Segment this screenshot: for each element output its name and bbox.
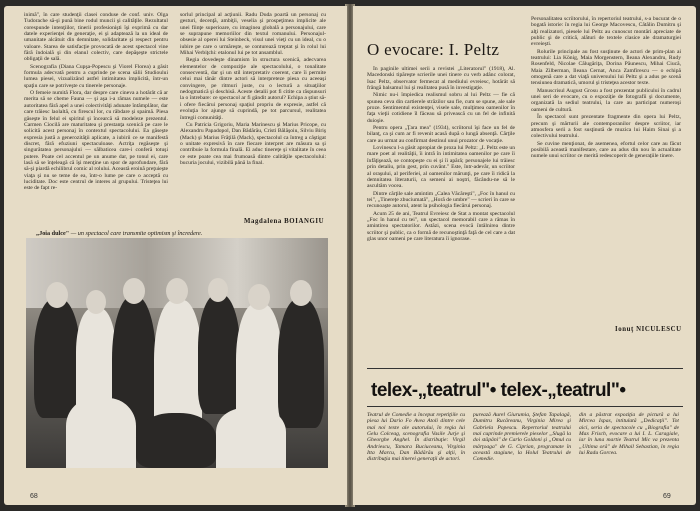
photo-figure [278, 298, 324, 428]
telex-column-1: Teatrul de Comedie a început repetiţiile cu piesa lui Dario Fo Avea Atoli dintre cele mai noi texte ale autorului, în regia lui Gelu Colceag, scenografia Vasile Jurje şi Gheorghe Anghel. În distribuţie: Virgil Andriescu, Tamara Buciuceanu, Virginia Itta Marcu, Dan Bădărău şi alţii, în distribuţia mai tinerei generaţii de actori. [367, 412, 465, 463]
right-column-2 [531, 16, 681, 316]
photo-figure [136, 413, 216, 468]
telex-column-3: din a păstrat expoziţia de pictură a lui Mircea Ispas, intitulată „Dedicaţii". Tot aici, seria de spectacole cu „Biografia" de Max Frisch, evocare a lui I. L. Caragiale, iar în luna martie Teatrul Mic va prezenta „Ultima oră" de Mihail Sebastian, în regia lui Radu Gorcea. [579, 412, 679, 457]
article-title: O evocare: I. Peltz [367, 40, 500, 59]
page-number: 69 [663, 493, 671, 500]
article-author: Ionuţ NICULESCU [615, 326, 682, 333]
paragraph: Manuscrisul August Grosu a fost prezentat publicului în cadrul unei seri de evocare, cu o expoziţie de fotografii şi documente, organizată la sediul teatrului, la care au participat numeroşi oameni de cultură. [531, 87, 681, 113]
right-page [353, 6, 696, 505]
photo-figure [66, 398, 136, 468]
right-column-1 [367, 66, 515, 358]
paragraph: Pentru opera „Ţara mea" (1934), scriitorul îşi face un fel de bilanţ, ca şi cum ar fi revenit acasă după o lungă absenţă. Cărţile care au urmat au confirmat destinul unui prozator de vocaţie. [367, 125, 515, 144]
paragraph: Scenografia (Diana Cupşa-Popescu şi Viorel Florea) a găsit formula adecvată pentru a cuprinde pe scena sălii Studioului lumea piesei, vizualizând astfel intimitatea implicită, într-un spaţiu care se potriveşte cu tinerele personaje. [24, 63, 168, 89]
paragraph: Lovinescu l-a găsit apropiat de proza lui Peltz: „I. Peltz este un mare poet al realităţii, îi intră în intimitatea oamenilor pe care îi înfăţişează, se contopeşte cu ei şi îi apără; personajele lui trăiesc prin detaliu, prin gest, prin cuvânt." Este, într-adevăr, un scriitor al oraşului, al periferiei, al oamenilor mărunţi, pe care îi ridică la demnitatea literaturii, ca semeni ai noştri, făcându-ne să le ascultăm vocea. [367, 145, 515, 190]
paragraph: Cu Patricia Grigoriu, Maria Marinescu şi Marius Pricope, cu Alexandru Papadopol, Dan Bădărău, Cristi Bălăşoiu, Silviu Biriş (Mack) şi Marius Frăţilă (Mack), spectacolul ca întreg a câştigat o unitate expresivă în care fiecare interpret are măsura sa şi contribuie la formula finală. Ei aduc tinereţe şi vitalitate în ceea ce este poate cea mai frumoasă dintre calităţile spectacolului: bucuria jocului, vizibilă până la final. [180, 121, 326, 166]
telex-column-2: purează Aurel Giurumia, Ştefan Tapalagă, Dumitru Rucăreanu, Virginia Mirea şi Gabriela Popescu. Repertoriul teatrului mai cuprinde premierele pieselor „Slugă la doi stăpâni" de Carlo Goldoni şi „Omul cu mârţoaga" de G. Ciprian, programate în această stagiune, la Holul Teatrului de Comedie. [473, 412, 571, 463]
photo-figure [208, 278, 228, 302]
photo-figure [290, 280, 312, 306]
paragraph: sorlul principal al acţiunii. Radu Duda poartă un personaj cu gesturi, decenţă, ambiţii, veselia şi prospeţimea implicite ale unei fiinţe superioare, cu imaginea globală a personajului, care se suprapune memoriilor din textul romanului. Personajul-obsesie al operei lui Steinbeck, visul unei vieţi cu un ideal, cu o iubire pe care o urmăreşte, se conturează treptat şi în rolul lui Mihai Verbiţchi: etalonul lui pe tot ansamblul. [180, 12, 326, 57]
photo-caption [36, 230, 202, 237]
telex-banner: telex-„teatrul"• telex-„teatrul"• [371, 380, 626, 401]
photo-figure [198, 294, 240, 414]
paragraph: Acum 25 de ani, Teatrul Evreiesc de Stat a montat spectacolul „Foc în hanul cu tei", un spectacol memorabil care a rămas în amintirea spectatorilor. Astăzi, scena evocă întâlnirea dintre scriitor şi public, ca o formă de recunoştinţă faţă de cel care a dat glas unor oameni pe care literatura îi ignorase. [367, 210, 515, 242]
paragraph: Se cuvine menţionat, de asemenea, efortul celor care au făcut posibilă această manifestare, care au adus din nou în actualitate numele unui scriitor ce merită redescoperit de generaţiile tinere. [531, 140, 681, 160]
stage-photo [26, 238, 328, 468]
article-author: Magdalena BOIANGIU [244, 218, 325, 225]
paragraph: Dintre cărţile sale amintim „Calea Văcăreşti", „Foc în hanul cu tei", „Tinereţe zbuciumată", „Horă de umbre" — scrieri în care se recunoaşte autorul, atent la psihologia fiecărui personaj. [367, 190, 515, 210]
paragraph: Regia dovedeşte dinamism în structura scenică, adecvarea elementelor de compoziţie ale spectacolului, o tonalitate consecventă, dar şi un stil interpretativ coerent, care îi permite celui mai tânăr dintre actori să interpreteze piesa cu aceeaşi convingere, pe ritmuri juste, cu o lectură a situaţiilor nedogmatică şi deschisă. Aceste detalii pot fi citite ca răspunsuri la o întrebare: ce spectacol ar fi gândit autorul? Echipa a ştiut să-i ofere fiecărui personaj spaţiul propriu de expresie, astfel că evoluţia lor ajunge să cuprindă, pe tot parcursul, realitatea întregii comunităţi. [180, 57, 326, 121]
photo-figure [86, 290, 106, 314]
photo-figure [46, 282, 68, 308]
paragraph: O femeie numită Flora, dar despre care cineva a hotărât că ar merita să se cheme Fauna — şi aşa i-a rămas numele — este autoritatea fără apel a unei colectivităţi adunate întâmplător, dar care trăiesc laolaltă, cu firescul lor, cu răbdare şi spaimă. Piesa găseşte în felul ei spiritul şi încearcă să modeleze prezentul. Carmen Ciocilă are maturitatea şi prestanţa scenică pe care le solicită acest personaj în contextul spectacolului. Ea găseşte expresia justă a generozităţii aplicate, a iubirii ce se manifestă discret, fără efuziuni spectaculoase. Actriţa regăseşte şi singurătatea personajului — sălbaticea care-i conferă totuşi putere. Poate cel accentul pe un anume dar, pe tonul ei, care lasă să se înţeleagă că îşi menţine un spor de aprofundare, fără să-şi piardă echilibrul comic al rolului. Această eroină preţuieşte viaţa şi nu se teme de ea, într-o lume pe care o acceptă cu luciditate. Doc este centrul de interes al grupului. Tristeţea lui este de fapt re- [24, 90, 168, 192]
caption-title: „Joia dulce" [36, 230, 70, 237]
paragraph: inimă", în care studenţii clasei conduse de conf. univ. Olga Tudorache să-şi pună bine rodul ​muncii ​şi ​calităţile. Rezultatul corespunde intenţiilor, tinerii profesionişti îşi exprimă cu dar datele experienţei de generaţie, ei şi adaptează la un ideal de umanitate alcătuit din demnitate, solidaritate şi respect pentru valoare. Starea de satisfacţie provocată de acest spectacol vine fără îndoială şi din elanul colectiv, care depăşeşte strictele obligaţii de sală. [24, 12, 168, 63]
left-column-2 [180, 12, 326, 212]
left-page [4, 6, 347, 505]
paragraph: În spectacol sunt prezentate fragmente din opera lui Peltz, precum şi mărturii ale contemporanilor despre scriitor, iar atmosfera serii a fost susţinută de muzica lui Haim Sinai şi a colectivului teatrului. [531, 114, 681, 140]
photo-figure [34, 298, 80, 418]
left-column-1 [24, 12, 168, 228]
telex-top-rule [367, 368, 683, 369]
paragraph: Nimic nu-i împiedica realismul sobru al lui Peltz — fie că spunea ceva din cartierele străzilor sau fie, cum se spune, ale sale proze. Sentimentul existenţei, visele sale, mulţimea oamenilor în faţa vieţii cotidiene îl făceau să privească cu un fel de infinită duioşie. [367, 92, 515, 124]
telex-bottom-rule [367, 406, 683, 407]
photo-figure [123, 278, 145, 304]
photo-figure [216, 408, 286, 468]
paragraph: Rolurile principale au fost susţinute de actori de prim-plan ai teatrului: Lia König, Maia Morgenstern, Ileana Alexandru, Rudy Rosenfeld, Nicolae Călugăriţa, Dorina Păunescu, Mihai Ciucă, Maia Zilberman, Ileana Cernat, Anca Zamfirescu — o echipă omogenă care a dat viaţă universului lui Peltz şi a adus pe scenă tensiunea dramatică, umorul şi tristeţea acestor texte. [531, 48, 681, 87]
paragraph: Personalitatea scriitorului, în repertoriul teatrului, s-a bucurat de o bogată istorie: în regia lui George Macovescu, Cătălin Dumitru şi alţi realizatori, piesele lui Peltz au cunoscut montări apreciate de public şi de critică, alături de textele clasice ale dramaturgiei evreieşti. [531, 16, 681, 48]
photo-figure [166, 278, 188, 304]
paragraph: În paginile ultimei serii a revistei „Literatorul" (1918), Al. Macedonski tipăreşte scrierile unei tinere cu verb adânc colorat, Isac Peltz, observator fermecat al mediului evreiesc, hotărât să frângă balsamul lui şi realitatea pusă în investigaţie. [367, 66, 515, 92]
caption-text: — un spectacol care transmite optimism şi încredere. [69, 230, 203, 237]
page-number: 68 [30, 493, 38, 500]
photo-figure [248, 284, 270, 310]
